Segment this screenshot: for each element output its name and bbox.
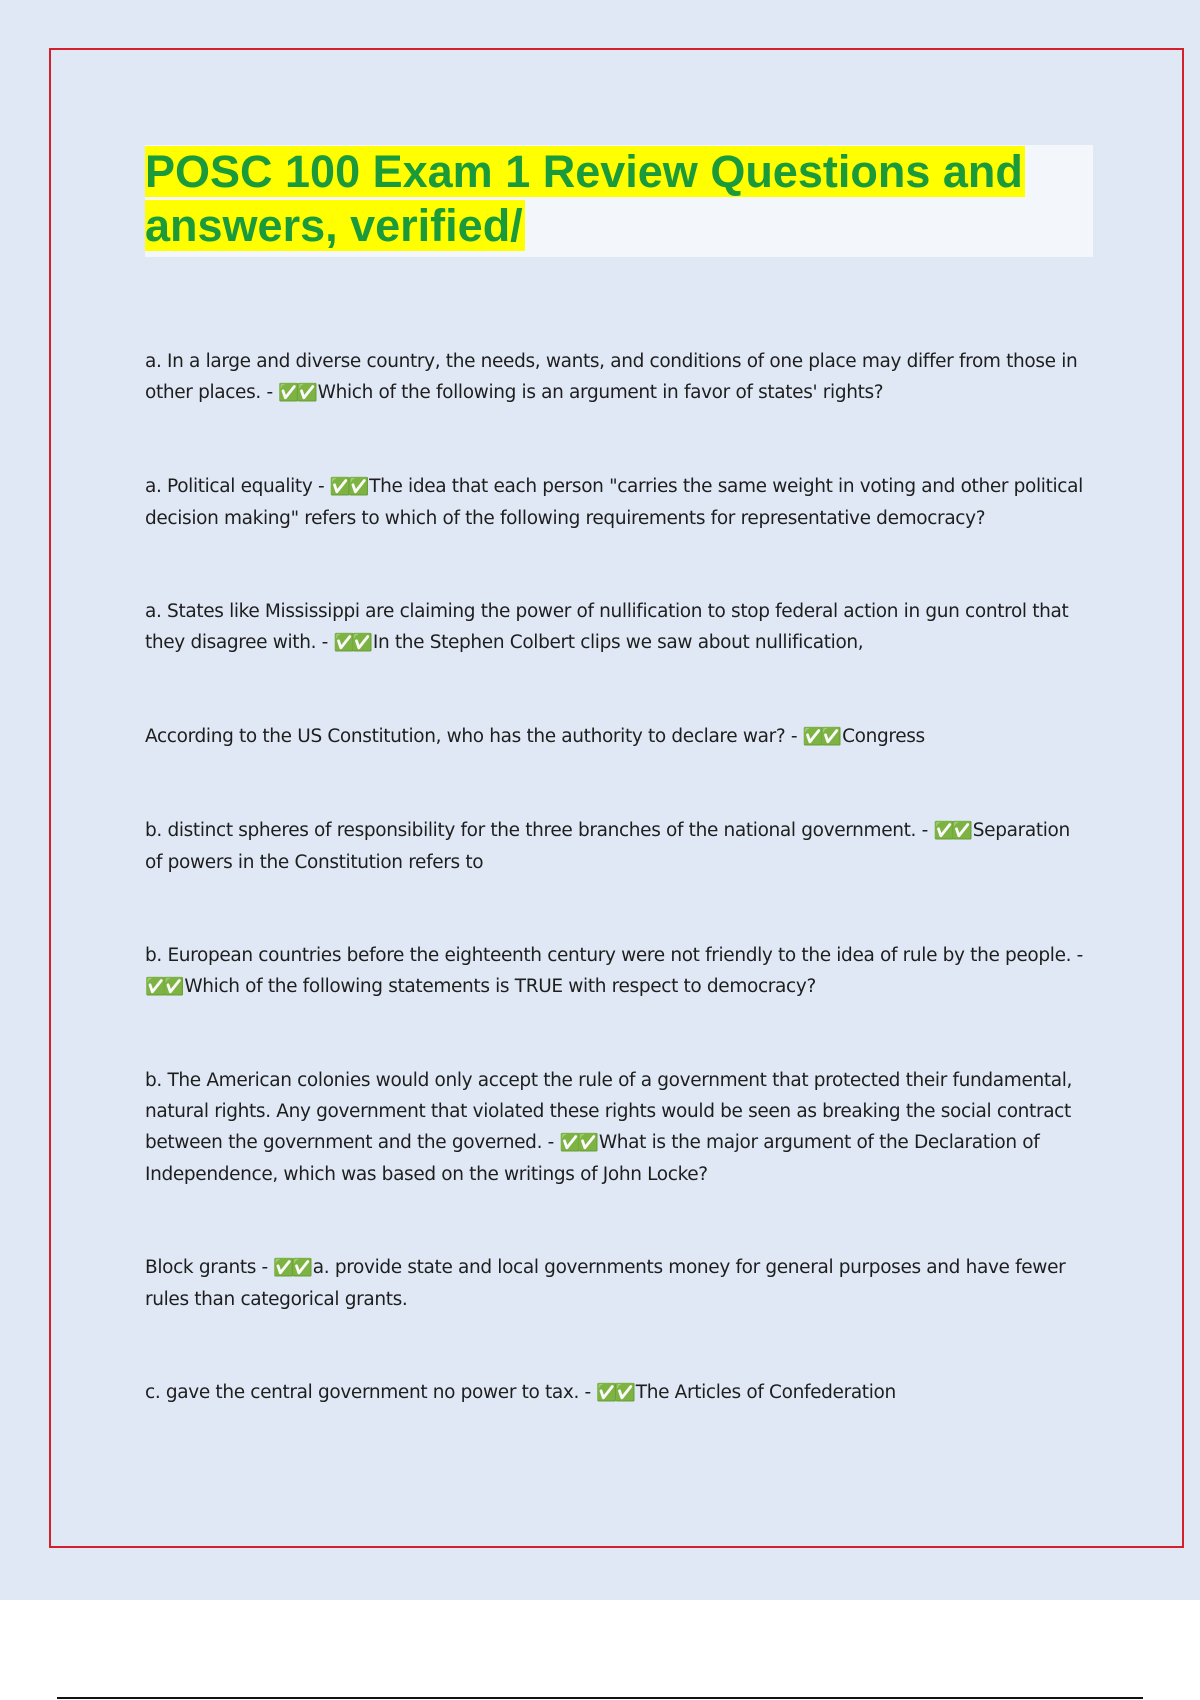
qa-item	[145, 1252, 1085, 1315]
qa-separator: -	[316, 632, 334, 653]
double-check-icon: ✅✅	[329, 477, 367, 497]
qa-separator: -	[542, 1132, 560, 1153]
qa-answer: a. In a large and diverse country, the needs, wants, and conditions of one place may differ from those in other places.	[145, 351, 1078, 403]
double-check-icon: ✅✅	[933, 821, 970, 841]
qa-question: Congress	[842, 726, 925, 747]
double-check-icon: ✅✅	[559, 1133, 596, 1153]
qa-list	[145, 346, 1085, 1471]
double-check-icon: ✅✅	[278, 383, 315, 403]
qa-answer: Block grants	[145, 1257, 257, 1278]
qa-item	[145, 721, 1085, 753]
qa-question: Separation of powers in the Constitution refers to	[145, 820, 1070, 873]
qa-answer: b. European countries before the eighteenth century were not friendly to the idea of rule by the people.	[145, 945, 1072, 966]
double-check-icon: ✅✅	[596, 1383, 633, 1403]
qa-question: What is the major argument of the Declaration of Independence, which was based on the writings of John Locke?	[145, 1132, 1040, 1185]
qa-separator: -	[785, 726, 803, 747]
qa-question: In the Stephen Colbert clips we saw about nullification,	[372, 632, 864, 653]
qa-question: Which of the following statements is TRUE with respect to democracy?	[184, 976, 816, 997]
qa-item	[145, 346, 1085, 409]
qa-item	[145, 471, 1085, 534]
qa-answer: b. The American colonies would only accept the rule of a government that protected their fundamental, natural rights. Any government that violated these rights would be seen as breaking the social contract between the government and the governed.	[145, 1070, 1073, 1153]
document-title	[145, 145, 1093, 253]
qa-answer: a. States like Mississippi are claiming the power of nullification to stop federal action in gun control that they disagree with.	[145, 601, 1069, 653]
double-check-icon: ✅✅	[802, 727, 840, 747]
qa-question: The Articles of Confederation	[635, 1382, 896, 1403]
qa-answer: According to the US Constitution, who has the authority to declare war?	[145, 726, 786, 747]
qa-separator: -	[260, 382, 279, 403]
qa-item	[145, 1377, 1085, 1409]
double-check-icon: ✅✅	[273, 1258, 310, 1278]
footer-divider	[57, 1697, 1143, 1699]
qa-answer: b. distinct spheres of responsibility for the three branches of the national government.	[145, 820, 917, 841]
qa-separator: -	[916, 820, 934, 841]
qa-question: Which of the following is an argument in favor of states' rights?	[317, 382, 884, 403]
qa-question: The idea that each person "carries the same weight in voting and other political decision making" refers to which of the following requirements for representative democracy?	[145, 476, 1083, 529]
qa-separator: -	[1071, 945, 1084, 966]
qa-item	[145, 1065, 1085, 1190]
qa-item	[145, 940, 1085, 1003]
document-title-text: POSC 100 Exam 1 Review Questions and answers, verified/	[145, 146, 1023, 251]
qa-item	[145, 815, 1085, 878]
qa-answer: c. gave the central government no power to tax.	[145, 1382, 580, 1403]
qa-item	[145, 596, 1085, 659]
qa-separator: -	[256, 1257, 274, 1278]
qa-separator: -	[579, 1382, 597, 1403]
title-block	[145, 145, 1093, 257]
qa-question: a. provide state and local governments money for general purposes and have fewer rules than categorical grants.	[145, 1257, 1066, 1310]
qa-separator: -	[312, 476, 330, 497]
double-check-icon: ✅✅	[333, 633, 370, 653]
double-check-icon: ✅✅	[145, 977, 182, 997]
qa-answer: a. Political equality	[145, 476, 313, 497]
